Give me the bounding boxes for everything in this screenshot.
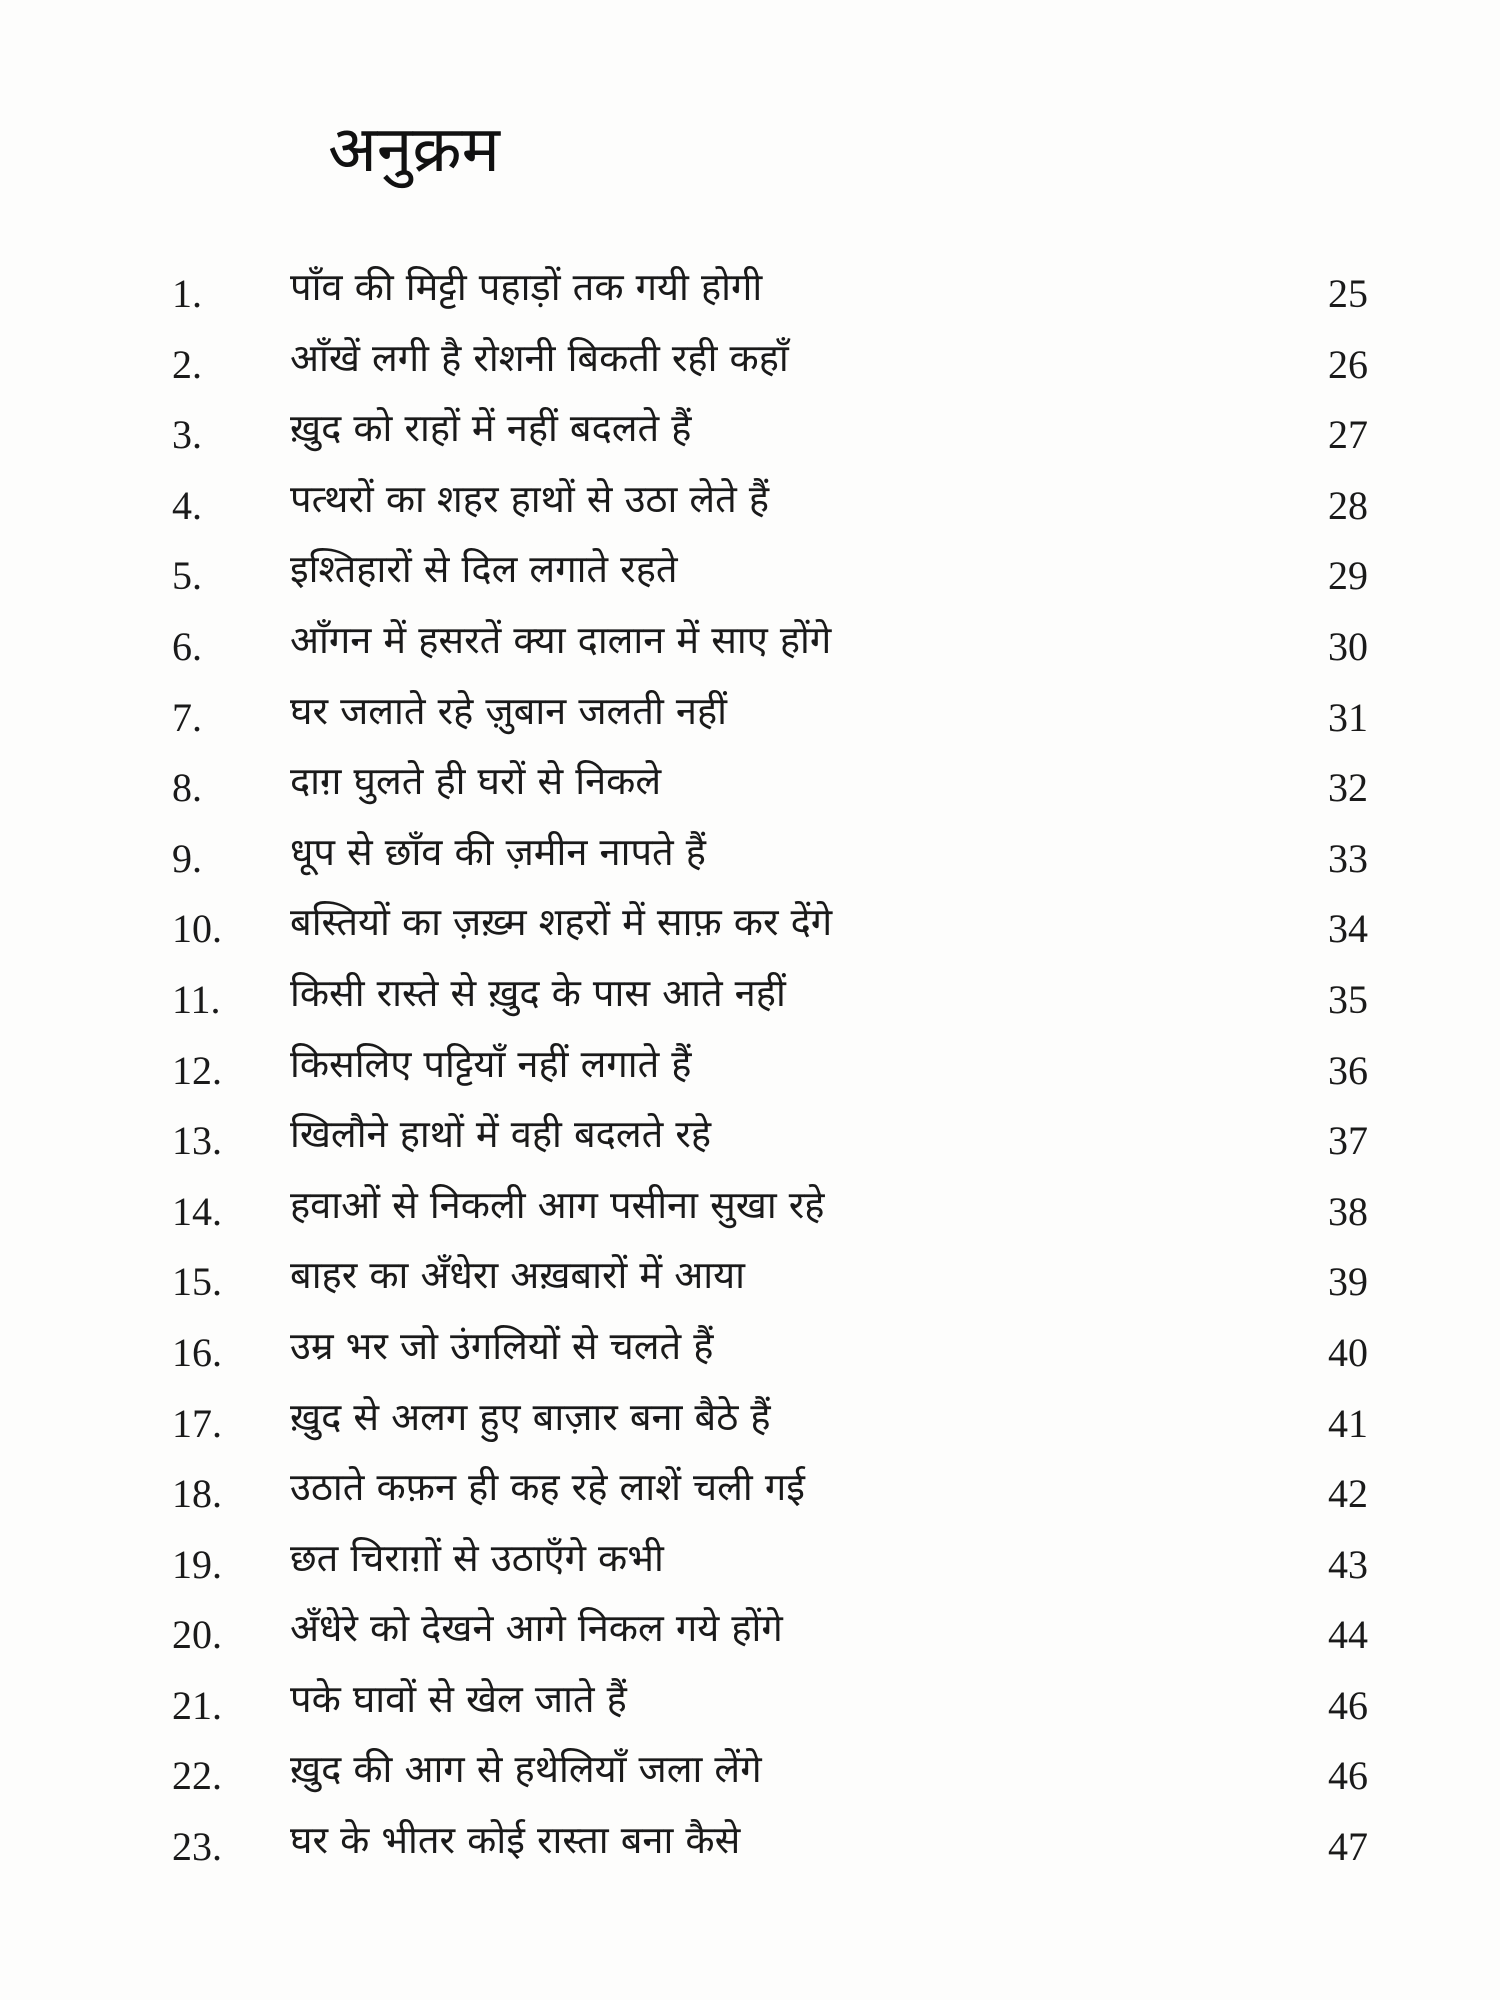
- entry-number: 19.: [172, 1541, 222, 1587]
- entry-number: 8.: [172, 765, 202, 811]
- entry-title: अँधेरे को देखने आगे निकल गये होंगे: [290, 1606, 783, 1651]
- entry-title: घर जलाते रहे ज़ुबान जलती नहीं: [290, 688, 727, 733]
- entry-page-number: 35: [1328, 976, 1368, 1022]
- entry-page-number: 34: [1328, 906, 1368, 952]
- entry-page-number: 40: [1328, 1329, 1368, 1375]
- toc-entry: [0, 968, 1500, 1039]
- entry-title: आँखें लगी है रोशनी बिकती रही कहाँ: [290, 335, 789, 380]
- entry-page-number: 39: [1328, 1259, 1368, 1305]
- toc-entry: [0, 1462, 1500, 1533]
- entry-page-number: 28: [1328, 482, 1368, 528]
- entry-title: बाहर का अँधेरा अख़बारों में आया: [290, 1253, 745, 1298]
- entry-page-number: 46: [1328, 1682, 1368, 1728]
- entry-title: ख़ुद को राहों में नहीं बदलते हैं: [290, 406, 692, 451]
- entry-page-number: 38: [1328, 1188, 1368, 1234]
- entry-number: 10.: [172, 906, 222, 952]
- entry-number: 4.: [172, 482, 202, 528]
- toc-entry: [0, 262, 1500, 333]
- entry-page-number: 32: [1328, 765, 1368, 811]
- entry-title: हवाओं से निकली आग पसीना सुखा रहे: [290, 1182, 825, 1227]
- entry-page-number: 30: [1328, 623, 1368, 669]
- entry-page-number: 37: [1328, 1118, 1368, 1164]
- entry-title: दाग़ घुलते ही घरों से निकले: [290, 759, 662, 804]
- toc-entry: [0, 615, 1500, 686]
- entry-page-number: 31: [1328, 694, 1368, 740]
- entry-page-number: 46: [1328, 1753, 1368, 1799]
- entry-title: इश्तिहारों से दिल लगाते रहते: [290, 547, 678, 592]
- entry-number: 14.: [172, 1188, 222, 1234]
- entry-title: ख़ुद से अलग हुए बाज़ार बना बैठे हैं: [290, 1394, 771, 1439]
- toc-entry: [0, 1321, 1500, 1392]
- entry-number: 23.: [172, 1824, 222, 1870]
- entry-number: 13.: [172, 1118, 222, 1164]
- toc-entry: [0, 403, 1500, 474]
- toc-entry: [0, 756, 1500, 827]
- entry-number: 21.: [172, 1682, 222, 1728]
- entry-title: छत चिराग़ों से उठाएँगे कभी: [290, 1535, 664, 1580]
- entry-title: खिलौने हाथों में वही बदलते रहे: [290, 1112, 712, 1157]
- entry-title: उठाते कफ़न ही कह रहे लाशें चली गई: [290, 1465, 805, 1510]
- entry-number: 12.: [172, 1047, 222, 1093]
- entry-number: 5.: [172, 553, 202, 599]
- entry-title: घर के भीतर कोई रास्ता बना कैसे: [290, 1818, 741, 1863]
- toc-entry: [0, 686, 1500, 757]
- entry-number: 22.: [172, 1753, 222, 1799]
- entry-title: आँगन में हसरतें क्या दालान में साए होंगे: [290, 617, 832, 662]
- toc-entry: [0, 897, 1500, 968]
- entry-page-number: 41: [1328, 1400, 1368, 1446]
- table-of-contents: [0, 262, 1500, 1886]
- toc-entry: [0, 1180, 1500, 1251]
- entry-title: पके घावों से खेल जाते हैं: [290, 1676, 627, 1721]
- entry-page-number: 47: [1328, 1824, 1368, 1870]
- entry-title: पत्थरों का शहर हाथों से उठा लेते हैं: [290, 476, 770, 521]
- entry-title: किसलिए पट्टियाँ नहीं लगाते हैं: [290, 1041, 692, 1086]
- toc-entry: [0, 1815, 1500, 1886]
- entry-page-number: 33: [1328, 835, 1368, 881]
- toc-entry: [0, 1039, 1500, 1110]
- toc-entry: [0, 827, 1500, 898]
- entry-page-number: 26: [1328, 341, 1368, 387]
- entry-number: 9.: [172, 835, 202, 881]
- entry-title: ख़ुद की आग से हथेलियाँ जला लेंगे: [290, 1747, 762, 1792]
- entry-number: 11.: [172, 976, 221, 1022]
- entry-number: 6.: [172, 623, 202, 669]
- entry-number: 17.: [172, 1400, 222, 1446]
- entry-title: पाँव की मिट्टी पहाड़ों तक गयी होगी: [290, 265, 763, 309]
- entry-number: 3.: [172, 412, 202, 458]
- entry-page-number: 43: [1328, 1541, 1368, 1587]
- entry-number: 1.: [172, 271, 202, 316]
- entry-title: उम्र भर जो उंगलियों से चलते हैं: [290, 1323, 714, 1368]
- entry-page-number: 25: [1328, 271, 1368, 316]
- toc-entry: [0, 474, 1500, 545]
- entry-title: बस्तियों का ज़ख़्म शहरों में साफ़ कर देंगे: [290, 900, 833, 945]
- toc-entry: [0, 1603, 1500, 1674]
- entry-page-number: 27: [1328, 412, 1368, 458]
- toc-entry: [0, 544, 1500, 615]
- entry-title: धूप से छाँव की ज़मीन नापते हैं: [290, 829, 706, 874]
- entry-number: 20.: [172, 1612, 222, 1658]
- entry-page-number: 36: [1328, 1047, 1368, 1093]
- toc-entry: [0, 1250, 1500, 1321]
- entry-number: 16.: [172, 1329, 222, 1375]
- entry-number: 7.: [172, 694, 202, 740]
- toc-entry: [0, 1744, 1500, 1815]
- entry-page-number: 44: [1328, 1612, 1368, 1658]
- entry-page-number: 29: [1328, 553, 1368, 599]
- toc-entry: [0, 1109, 1500, 1180]
- toc-entry: [0, 1533, 1500, 1604]
- toc-entry: [0, 1674, 1500, 1745]
- toc-entry: [0, 333, 1500, 404]
- entry-title: किसी रास्ते से ख़ुद के पास आते नहीं: [290, 970, 786, 1015]
- toc-entry: [0, 1392, 1500, 1463]
- entry-page-number: 42: [1328, 1471, 1368, 1517]
- entry-number: 2.: [172, 341, 202, 387]
- entry-number: 15.: [172, 1259, 222, 1305]
- entry-number: 18.: [172, 1471, 222, 1517]
- page-title: अनुक्रम: [328, 113, 500, 187]
